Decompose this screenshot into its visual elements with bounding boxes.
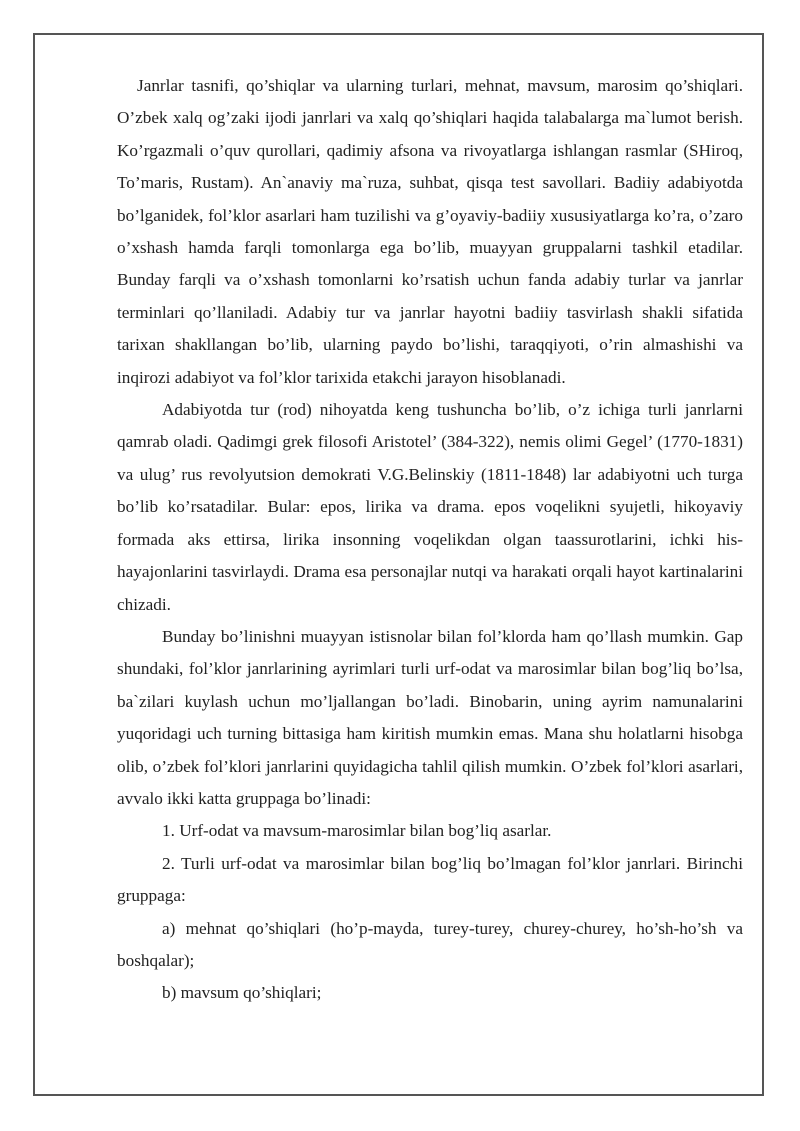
- list-item-2: 2. Turli urf-odat va marosimlar bilan bog’liq bo’lmagan fol’klor janrlari. Birinchi gruppaga:: [117, 853, 743, 906]
- paragraph-literary-kinds: Adabiyotda tur (rod) nihoyatda keng tushuncha bo’lib, o’z ichiga turli janrlarni qamrab oladi. Qadimgi grek filosofi Aristotel’ (384-322), nemis olimi Gegel’ (1770-1831) va ulug’ rus revolyutsion demokrati V.G.Belinskiy (1811-1848) lar adabiyotni uch turga bo’lib ko’rsatadilar. Bular: epos, lirika va drama. epos voqelikni syujetli, hikoyaviy formada aks ettirsa, lirika insonning voqelikdan olgan taassurotlarini, ichki his-hayajonlarini tasvirlaydi. Drama esa personajlar nutqi va harakati orqali hayot kartinalarini chizadi.: [117, 400, 743, 614]
- document-body: [117, 70, 743, 1010]
- list-item-b: b) mavsum qo’shiqlari;: [162, 983, 322, 1003]
- paragraph-folklore-division: Bunday bo’linishni muayyan istisnolar bilan fol’klorda ham qo’llash mumkin. Gap shundaki, fol’klor janrlarining ayrimlari turli urf-odat va marosimlar bilan bog’liq bo’lsa, ba`zilari kuylash uchun mo’ljallangan bo’ladi. Binobarin, uning ayrim namunalarini yuqoridagi uch turning bittasiga ham kiritish mumkin emas. Mana shu holatlarni hisobga olib, o’zbek fol’klori janrlarini quyidagicha tahlil qilish mumkin. O’zbek fol’klori asarlari, avvalo ikki katta gruppaga bo’linadi:: [117, 626, 743, 808]
- list-item-1: 1. Urf-odat va mavsum-marosimlar bilan bog’liq asarlar.: [162, 821, 552, 841]
- paragraph-genre-classification: Janrlar tasnifi, qo’shiqlar va ularning turlari, mehnat, mavsum, marosim qo’shiqlari. O’zbek xalq og’zaki ijodi janrlari va xalq qo’shiqlari haqida talabalarga ma`lumot berish. Ko’rgazmali o’quv qurollari, qadimiy afsona va rivoyatlarga ishlangan rasmlar (SHiroq, To’maris, Rustam). An`anaviy ma`ruza, suhbat, qisqa test savollari. Badiiy adabiyotda bo’lganidek, fol’klor asarlari ham tuzilishi va g’oyaviy-badiiy xususiyatlarga ko’ra, o’zaro o’xshash hamda farqli tomonlarga ega bo’lib, muayyan gruppalarni tashkil etadilar. Bunday farqli va o’xshash tomonlarni ko’rsatish uchun fanda adabiy turlar va janrlar terminlari qo’llaniladi. Adabiy tur va janrlar hayotni badiiy tasvirlash shakli sifatida tarixan shakllangan bo’lib, ularning paydo bo’lishi, taraqqiyoti, o’rin almashishi va inqirozi adabiyot va fol’klor tarixida etakchi jarayon hisoblanadi.: [117, 76, 743, 387]
- list-item-a: a) mehnat qo’shiqlari (ho’p-mayda, turey-turey, churey-churey, ho’sh-ho’sh va boshqalar);: [117, 918, 743, 970]
